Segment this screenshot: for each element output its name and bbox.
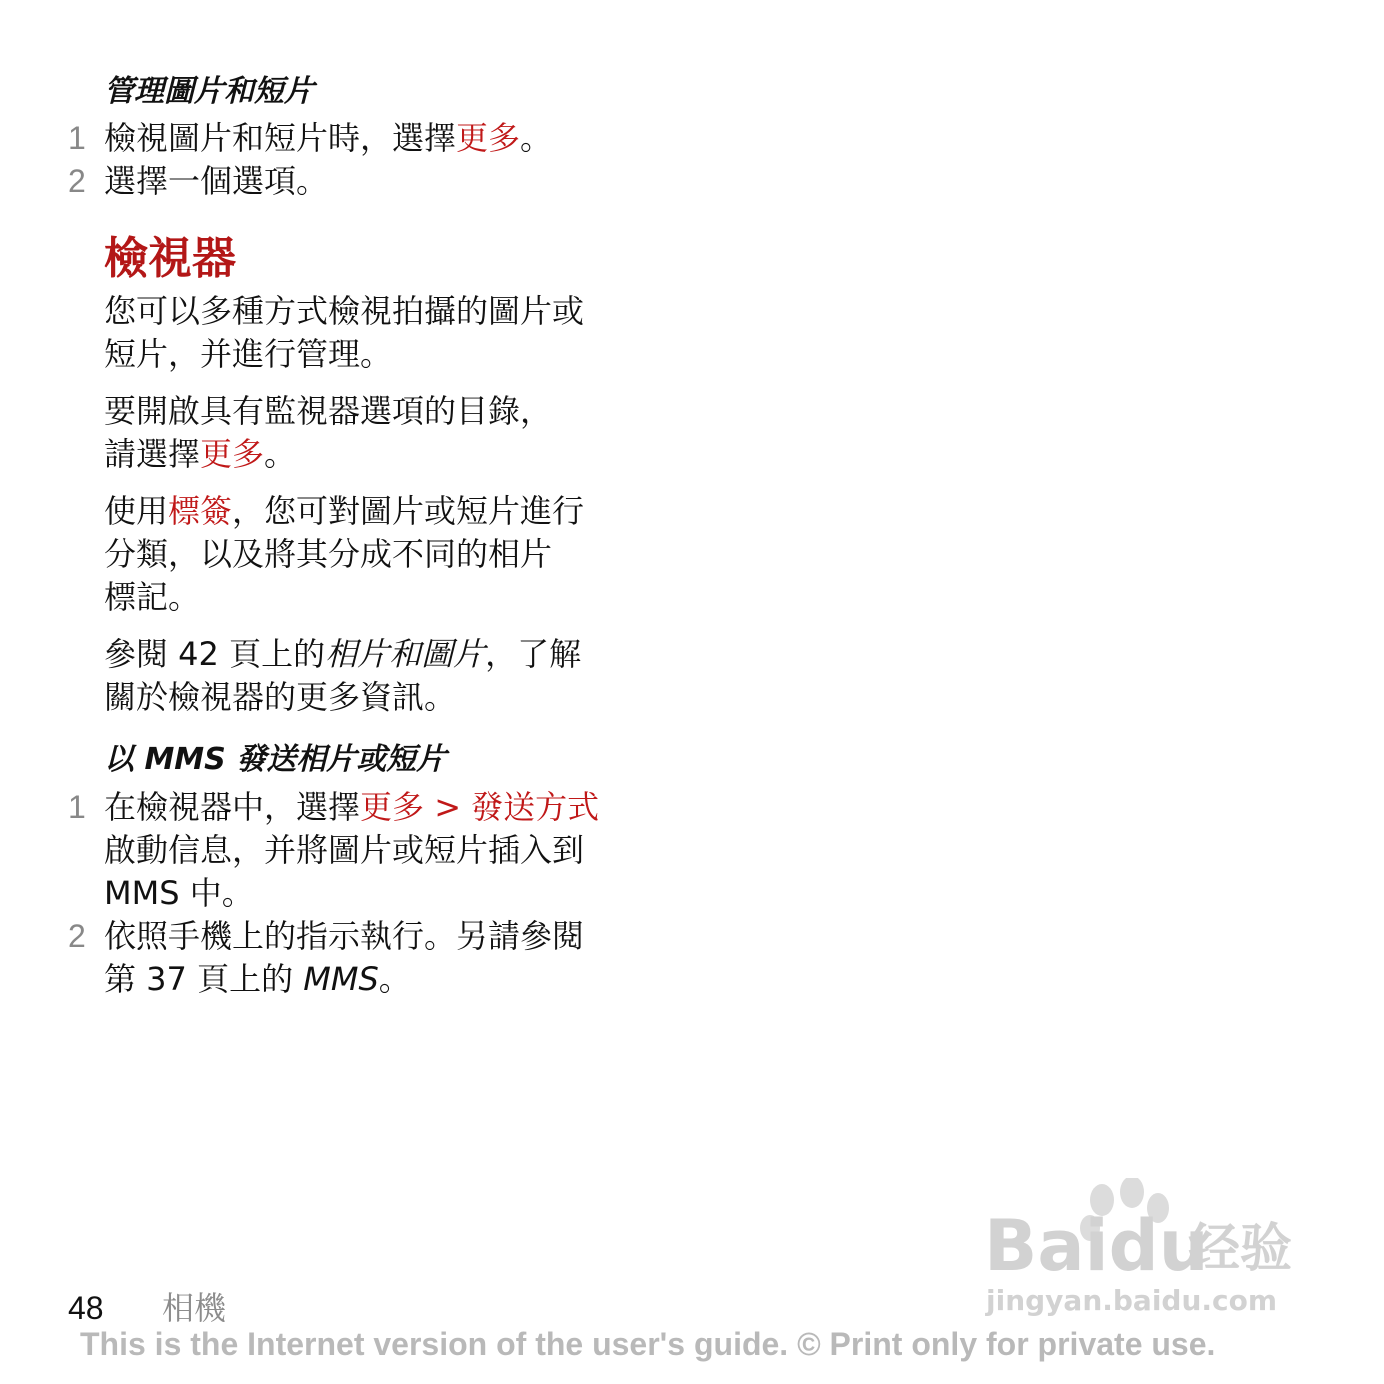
step-number: 1 xyxy=(68,789,86,825)
paragraph-line: 要開啟具有監視器選項的目錄， xyxy=(104,392,553,430)
cross-reference: 相片和圖片 xyxy=(325,635,486,673)
step-text: 第 37 頁上的 MMS。 xyxy=(104,960,411,998)
paragraph-line: 短片，并進行管理。 xyxy=(104,335,393,373)
send-via-link: 更多 > 發送方式 xyxy=(360,788,600,826)
paragraph-line: 請選擇更多。 xyxy=(104,435,297,473)
step-text: MMS 中。 xyxy=(104,874,254,912)
step-number: 1 xyxy=(68,120,86,156)
step-text: 啟動信息，并將圖片或短片插入到 xyxy=(104,831,585,869)
paragraph-line: 分類，以及將其分成不同的相片 xyxy=(104,535,553,573)
step-text: 選擇一個選項。 xyxy=(104,162,329,200)
baidu-watermark xyxy=(980,1178,1310,1318)
subsection-title: 以 MMS 發送相片或短片 xyxy=(104,742,447,777)
more-link: 更多 xyxy=(200,435,265,473)
paragraph-line: 關於檢視器的更多資訊。 xyxy=(104,678,457,716)
watermark-label: 经验 xyxy=(1188,1219,1293,1279)
more-link: 更多 xyxy=(456,119,521,157)
step-text: 依照手機上的指示執行。另請參閱 xyxy=(104,917,585,955)
paragraph-line: 參閱 42 頁上的相片和圖片，了解 xyxy=(104,635,582,673)
brand-text-du: du xyxy=(1108,1205,1209,1287)
paragraph-line: 標記。 xyxy=(104,578,201,616)
step-text: 檢視圖片和短片時，選擇更多。 xyxy=(104,119,553,157)
page-number: 48 xyxy=(68,1290,104,1326)
usage-note: This is the Internet version of the user's guide. © Print only for private use. xyxy=(80,1326,1216,1362)
step-number: 2 xyxy=(68,163,86,199)
cross-reference: MMS xyxy=(303,960,379,998)
brand-text: Bai xyxy=(984,1205,1109,1287)
watermark-url: jingyan.baidu.com xyxy=(986,1284,1278,1317)
section-heading: 檢視器 xyxy=(104,233,236,284)
paragraph-line: 使用標簽，您可對圖片或短片進行 xyxy=(104,492,585,530)
tags-link: 標簽 xyxy=(168,492,233,530)
paragraph-line: 您可以多種方式檢視拍攝的圖片或 xyxy=(104,292,585,330)
subsection-title: 管理圖片和短片 xyxy=(104,74,314,109)
step-text: 在檢視器中，選擇更多 > 發送方式 xyxy=(104,788,600,826)
chapter-name: 相機 xyxy=(162,1289,227,1327)
step-number: 2 xyxy=(68,918,86,954)
